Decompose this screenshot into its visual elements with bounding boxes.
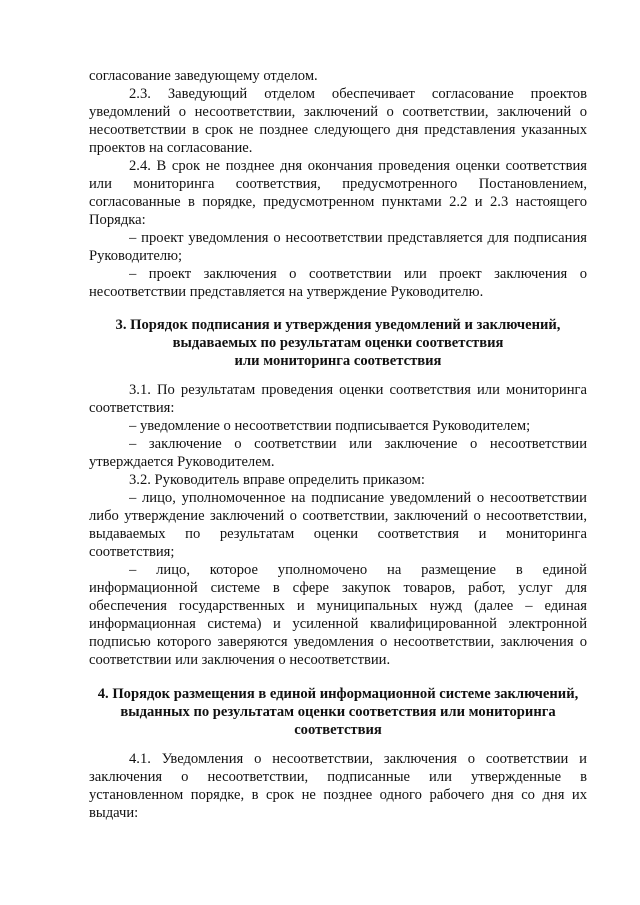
text-line: – лицо, которое уполномочено на размещение в единой bbox=[129, 562, 587, 578]
section-heading: выданных по результатам оценки соответствия или мониторинга bbox=[120, 704, 556, 720]
text-line: выдаваемых по результатам оценки соответствия и мониторинга bbox=[89, 526, 587, 542]
text-line: – лицо, уполномоченное на подписание уведомлений о несоответствии bbox=[129, 490, 587, 506]
section-heading: или мониторинга соответствия bbox=[234, 353, 442, 369]
text-line: соответствия: bbox=[89, 400, 175, 416]
text-line: – проект уведомления о несоответствии представляется для подписания bbox=[129, 230, 587, 246]
text-line: 3.2. Руководитель вправе определить приказом: bbox=[129, 472, 425, 488]
text-line: несоответствии представляется на утверждение Руководителю. bbox=[89, 284, 484, 300]
section-heading: соответствия bbox=[294, 722, 382, 738]
text-line: проектов на согласование. bbox=[89, 140, 253, 156]
text-line: уведомлений о несоответствии, заключений о соответствии, заключений о bbox=[89, 104, 587, 120]
text-line: 2.4. В срок не позднее дня окончания проведения оценки соответствия bbox=[129, 158, 587, 174]
text-line: обеспечения государственных и муниципальных нужд (далее – единая bbox=[89, 598, 587, 614]
text-line: информационной системе в сфере закупок товаров, работ, услуг для bbox=[89, 580, 587, 596]
text-line: Руководителю; bbox=[89, 248, 183, 264]
text-line: – проект заключения о соответствии или проект заключения о bbox=[129, 266, 587, 282]
text-line: 3.1. По результатам проведения оценки соответствия или мониторинга bbox=[129, 382, 587, 398]
text-line: информационная система) и усиленной квалифицированной электронной bbox=[89, 616, 587, 632]
text-line: выдачи: bbox=[89, 805, 139, 821]
text-line: подписью которого заверяются уведомления о несоответствии, заключения о bbox=[89, 634, 587, 650]
text-line: 2.3. Заведующий отделом обеспечивает согласование проектов bbox=[129, 86, 587, 102]
text-line: утверждается Руководителем. bbox=[89, 454, 275, 470]
section-heading: выдаваемых по результатам оценки соответствия bbox=[172, 335, 504, 351]
text-line: несоответствии в срок не позднее следующего дня представления указанных bbox=[89, 122, 587, 138]
text-line: – заключение о соответствии или заключение о несоответствии bbox=[129, 436, 587, 452]
text-line: Порядка: bbox=[89, 212, 146, 228]
text-line: заключения о несоответствии, подписанные или утвержденные в bbox=[89, 769, 587, 785]
text-line: 4.1. Уведомления о несоответствии, заключения о соответствии и bbox=[129, 751, 587, 767]
text-line: согласование заведующему отделом. bbox=[89, 68, 318, 84]
text-line: согласованные в порядке, предусмотренном пунктами 2.2 и 2.3 настоящего bbox=[89, 194, 587, 210]
section-heading: 3. Порядок подписания и утверждения уведомлений и заключений, bbox=[115, 317, 561, 333]
text-line: – уведомление о несоответствии подписывается Руководителем; bbox=[129, 418, 531, 434]
text-line: или мониторинга соответствия, предусмотренного Постановлением, bbox=[89, 176, 587, 192]
text-line: установленном порядке, в срок не позднее одного рабочего дня со дня их bbox=[89, 787, 587, 803]
text-line: соответствия; bbox=[89, 544, 175, 560]
section-heading: 4. Порядок размещения в единой информационной системе заключений, bbox=[97, 686, 579, 702]
text-line: соответствии или заключения о несоответствии. bbox=[89, 652, 391, 668]
text-line: либо утверждение заключений о соответствии, заключений о несоответствии, bbox=[89, 508, 587, 524]
